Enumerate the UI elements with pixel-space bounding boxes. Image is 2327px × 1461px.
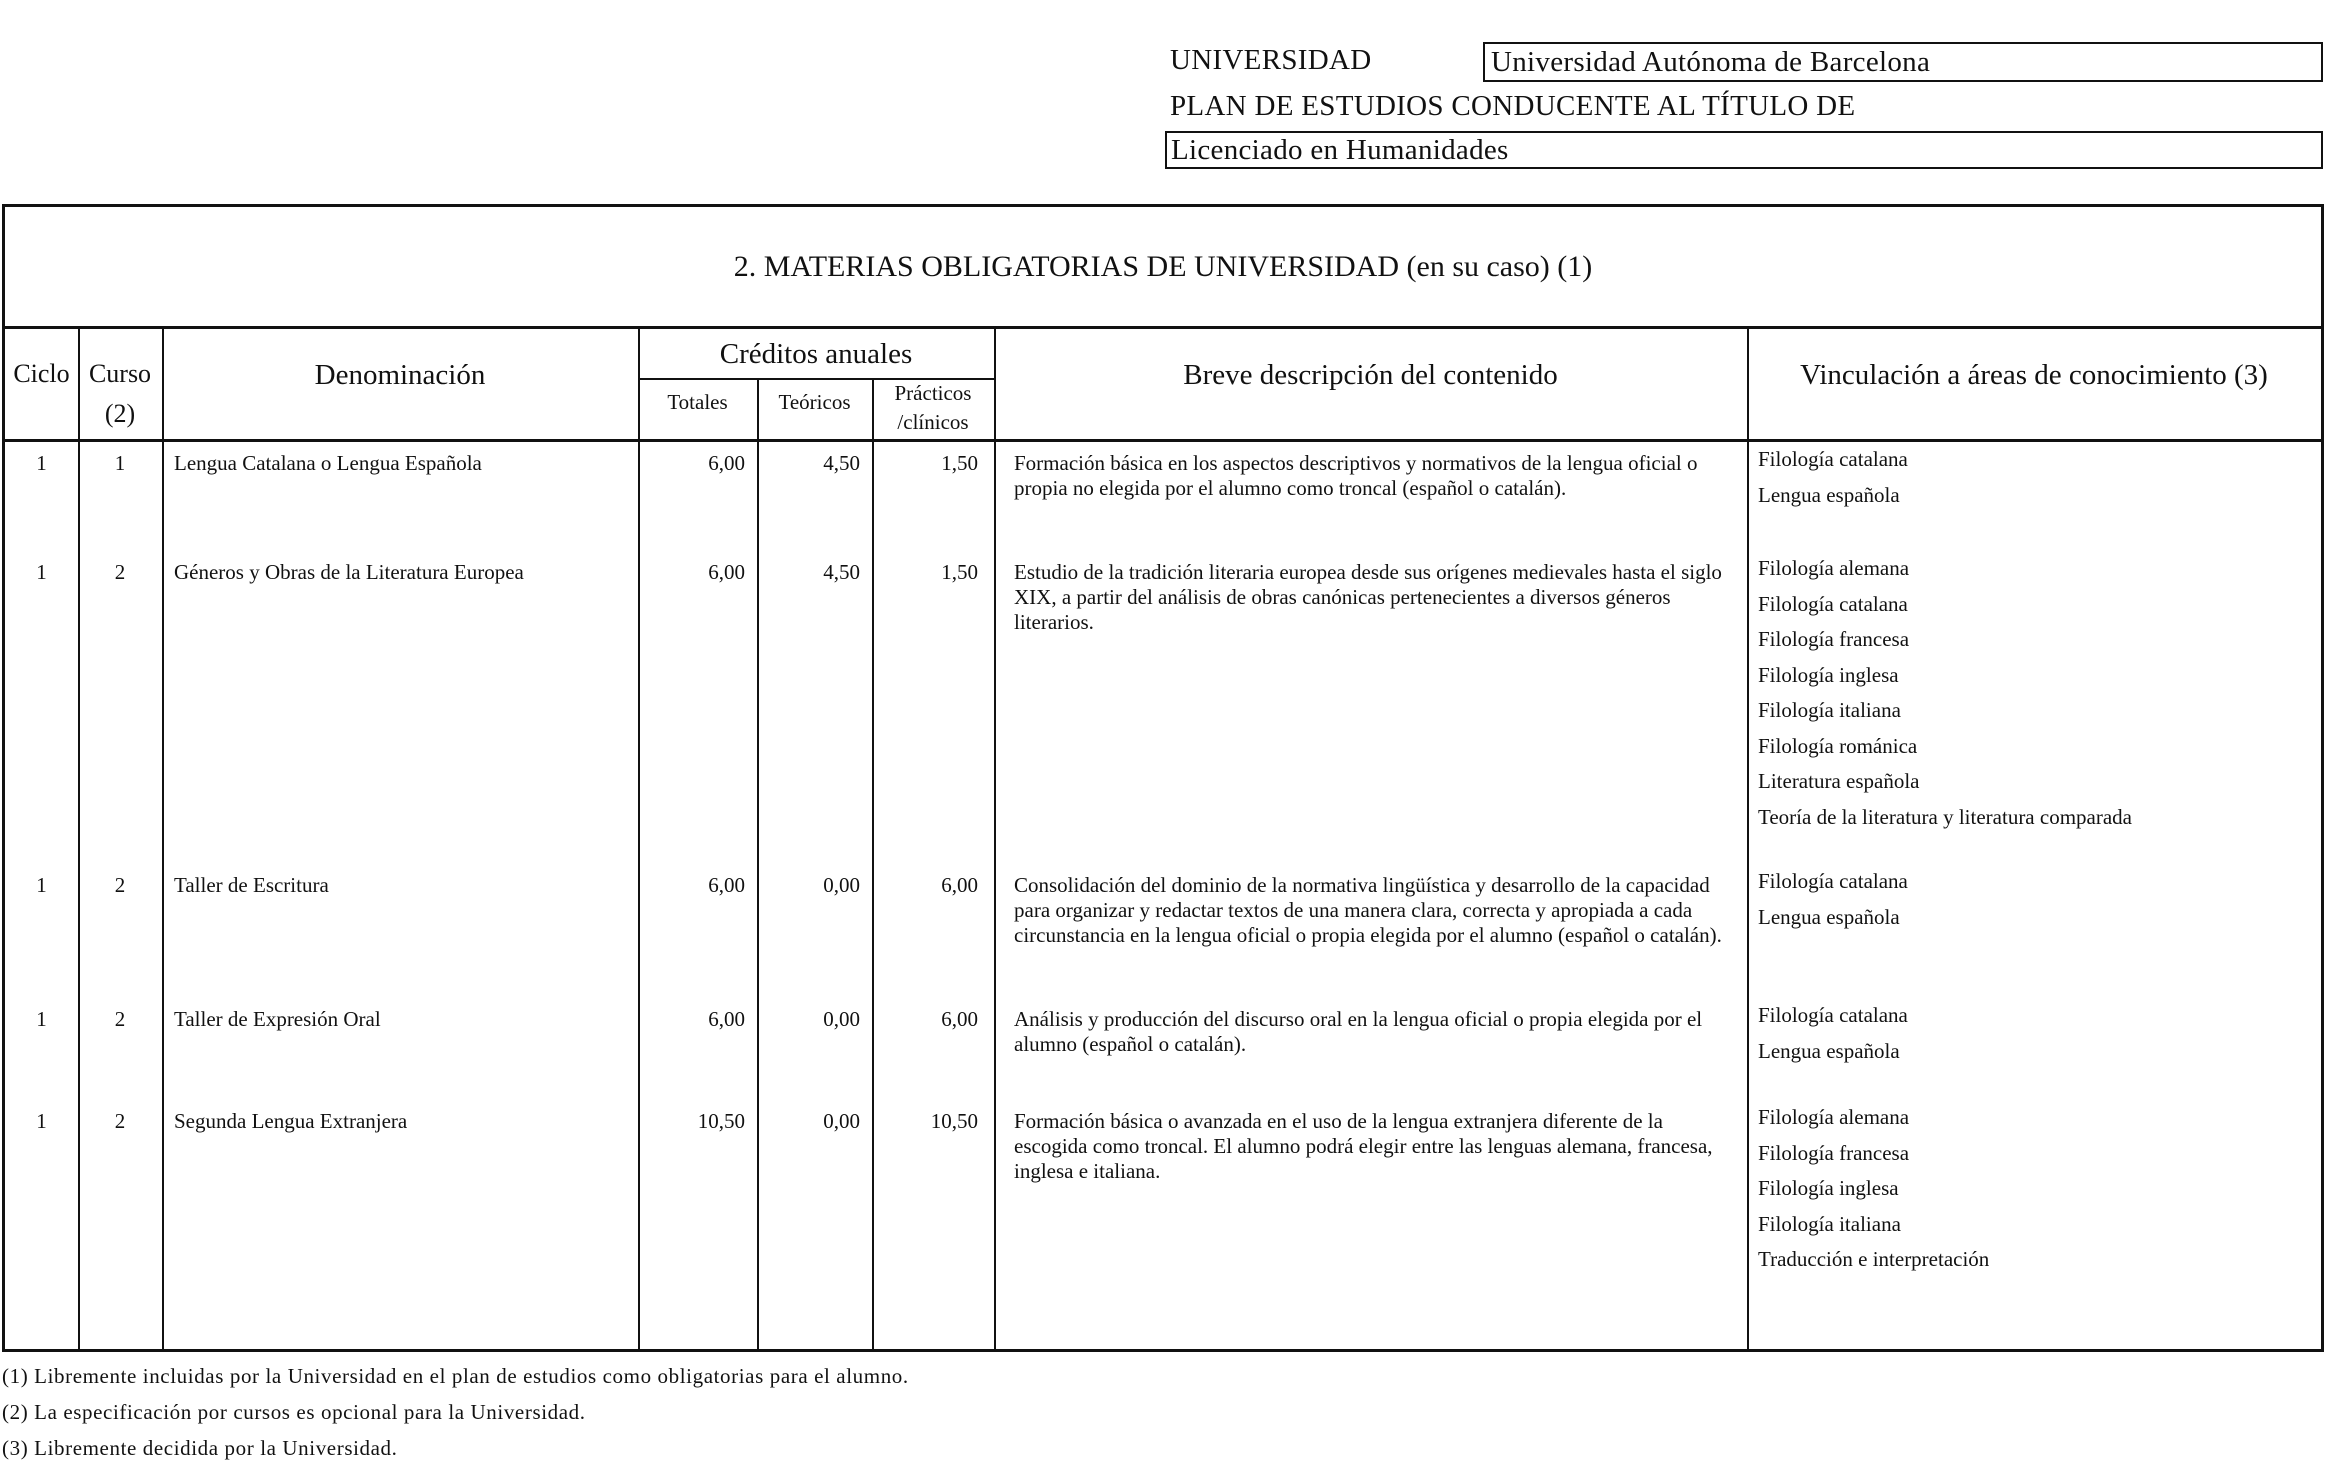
row-area: Lengua española bbox=[1758, 483, 1900, 507]
row-practicos: 1,50 bbox=[941, 451, 978, 475]
row-curso: 2 bbox=[114, 560, 126, 584]
footnote-2: (2) La especificación por cursos es opcional para la Universidad. bbox=[2, 1400, 586, 1424]
plan-label: PLAN DE ESTUDIOS CONDUCENTE AL TÍTULO DE bbox=[1170, 90, 1856, 122]
row-totales: 6,00 bbox=[708, 1007, 745, 1031]
row-area: Lengua española bbox=[1758, 905, 1900, 929]
row-area: Filología catalana bbox=[1758, 869, 1908, 893]
row-denominacion: Taller de Expresión Oral bbox=[174, 1007, 381, 1031]
col-header-creditos: Créditos anuales bbox=[719, 338, 913, 370]
row-area: Filología italiana bbox=[1758, 1212, 1901, 1236]
row-totales: 10,50 bbox=[697, 1109, 745, 1133]
table-title: 2. MATERIAS OBLIGATORIAS DE UNIVERSIDAD (en su caso) (1) bbox=[733, 250, 1593, 283]
col-divider bbox=[994, 328, 996, 1349]
col-divider bbox=[78, 328, 80, 1349]
row-area: Filología inglesa bbox=[1758, 663, 1899, 687]
col-divider bbox=[638, 328, 640, 1349]
row-totales: 6,00 bbox=[708, 560, 745, 584]
row-teoricos: 0,00 bbox=[823, 1109, 860, 1133]
row-area: Filología italiana bbox=[1758, 698, 1901, 722]
row-ciclo: 1 bbox=[36, 451, 47, 475]
col-header-descripcion: Breve descripción del contenido bbox=[1183, 359, 1558, 391]
row-denominacion: Lengua Catalana o Lengua Española bbox=[174, 451, 482, 475]
row-practicos: 10,50 bbox=[930, 1109, 978, 1133]
row-descripcion: Análisis y producción del discurso oral en la lengua oficial o propia elegida por el alumno (español o catalán). bbox=[1014, 1007, 1703, 1056]
row-area: Filología alemana bbox=[1758, 1105, 1910, 1129]
row-curso: 2 bbox=[114, 1007, 126, 1031]
row-ciclo: 1 bbox=[36, 1109, 47, 1133]
row-ciclo: 1 bbox=[36, 560, 47, 584]
footnote-1: (1) Libremente incluidas por la Universidad en el plan de estudios como obligatorias para el alumno. bbox=[2, 1364, 909, 1388]
row-totales: 6,00 bbox=[708, 873, 745, 897]
row-descripcion: Formación básica o avanzada en el uso de la lengua extranjera diferente de la escogida como troncal. El alumno podrá elegir entre las lenguas alemana, francesa, inglesa e italiana. bbox=[1014, 1109, 1713, 1183]
header-divider bbox=[5, 439, 2321, 442]
col-header-totales: Totales bbox=[667, 390, 728, 414]
col-header-curso: Curso bbox=[88, 359, 152, 388]
row-ciclo: 1 bbox=[36, 1007, 47, 1031]
col-header-ciclo: Ciclo bbox=[13, 359, 70, 388]
col-divider bbox=[1747, 328, 1749, 1349]
row-descripcion: Formación básica en los aspectos descriptivos y normativos de la lengua oficial o propia no elegida por el alumno como troncal (español o catalán). bbox=[1014, 451, 1698, 500]
col-header-curso-note: (2) bbox=[104, 399, 136, 428]
row-area: Filología alemana bbox=[1758, 556, 1910, 580]
row-area: Teoría de la literatura y literatura comparada bbox=[1758, 805, 2132, 829]
row-area: Filología catalana bbox=[1758, 1003, 1908, 1027]
row-area: Filología catalana bbox=[1758, 592, 1908, 616]
row-practicos: 6,00 bbox=[941, 873, 978, 897]
row-practicos: 6,00 bbox=[941, 1007, 978, 1031]
row-area: Traducción e interpretación bbox=[1758, 1247, 1990, 1271]
row-area: Filología catalana bbox=[1758, 447, 1908, 471]
row-denominacion: Segunda Lengua Extranjera bbox=[174, 1109, 408, 1133]
row-curso: 1 bbox=[114, 451, 126, 475]
col-divider bbox=[757, 378, 759, 1349]
row-descripcion: Estudio de la tradición literaria europea desde sus orígenes medievales hasta el siglo XIX, a partir del análisis de obras canónicas pertenecientes a diversos géneros literarios. bbox=[1014, 560, 1722, 634]
col-header-denominacion: Denominación bbox=[314, 359, 486, 391]
row-area: Filología románica bbox=[1758, 734, 1918, 758]
row-area: Lengua española bbox=[1758, 1039, 1900, 1063]
row-denominacion: Géneros y Obras de la Literatura Europea bbox=[174, 560, 524, 584]
row-teoricos: 4,50 bbox=[823, 560, 860, 584]
university-name-field: Universidad Autónoma de Barcelona bbox=[1483, 42, 2323, 82]
row-teoricos: 0,00 bbox=[823, 873, 860, 897]
col-header-practicos: Prácticos bbox=[894, 381, 972, 405]
row-area: Filología francesa bbox=[1758, 627, 1910, 651]
col-header-practicos-2: /clínicos bbox=[897, 410, 969, 434]
col-header-vinculacion: Vinculación a áreas de conocimiento (3) bbox=[1800, 359, 2268, 391]
row-descripcion: Consolidación del dominio de la normativa lingüística y desarrollo de la capacidad para organizar y redactar textos de una manera clara, correcta y apropiada a cada circunstancia en la lengua oficial o propia elegida por el alumno (español o catalán). bbox=[1014, 873, 1722, 947]
col-header-teoricos: Teóricos bbox=[778, 390, 851, 414]
footnote-3: (3) Libremente decidida por la Universidad. bbox=[2, 1436, 398, 1460]
row-practicos: 1,50 bbox=[941, 560, 978, 584]
row-ciclo: 1 bbox=[36, 873, 47, 897]
row-area: Literatura española bbox=[1758, 769, 1920, 793]
row-denominacion: Taller de Escritura bbox=[174, 873, 329, 897]
subjects-table bbox=[2, 204, 2324, 1352]
university-label: UNIVERSIDAD bbox=[1170, 44, 1372, 76]
col-divider bbox=[162, 328, 164, 1349]
degree-field: Licenciado en Humanidades bbox=[1165, 131, 2323, 169]
row-area: Filología inglesa bbox=[1758, 1176, 1899, 1200]
title-divider bbox=[5, 326, 2321, 329]
row-teoricos: 0,00 bbox=[823, 1007, 860, 1031]
row-area: Filología francesa bbox=[1758, 1141, 1910, 1165]
credits-subdivider bbox=[638, 378, 994, 380]
row-curso: 2 bbox=[114, 873, 126, 897]
row-curso: 2 bbox=[114, 1109, 126, 1133]
row-teoricos: 4,50 bbox=[823, 451, 860, 475]
col-divider bbox=[872, 378, 874, 1349]
row-totales: 6,00 bbox=[708, 451, 745, 475]
